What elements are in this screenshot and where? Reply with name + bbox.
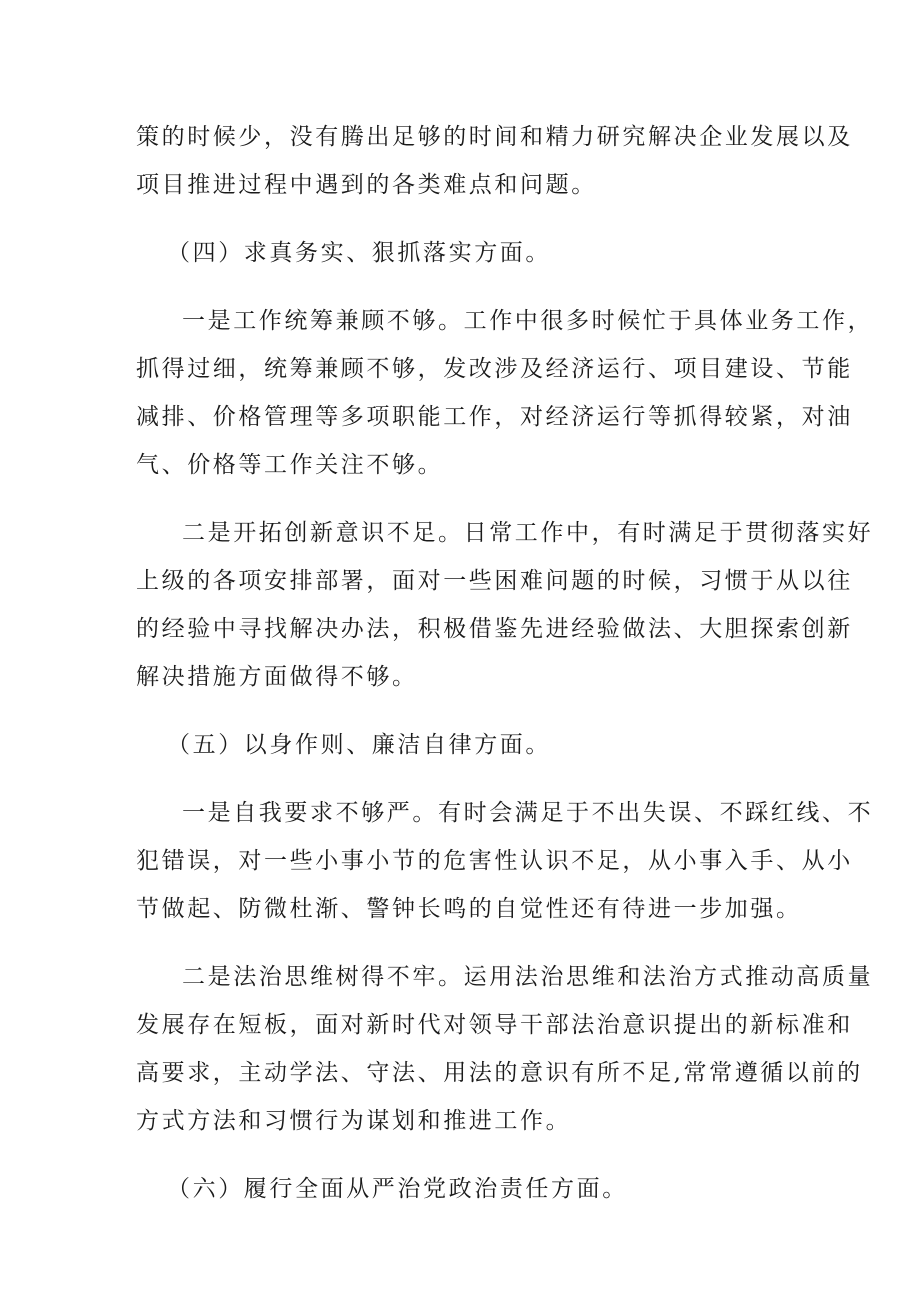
section-heading-5 [136, 721, 792, 769]
paragraph-rule-of-law [136, 953, 874, 1145]
paragraph-coordination [136, 297, 874, 489]
text-line: 一是工作统筹兼顾不够。工作中很多时候忙于具体业务工作， [182, 308, 874, 334]
text-line: 上级的各项安排部署，面对一些困难问题的时候，习惯于从以往 [136, 568, 853, 594]
heading-line: （五）以身作则、廉洁自律方面。 [167, 732, 551, 758]
text-line: 气、价格等工作关注不够。 [136, 452, 444, 478]
section-heading-4 [136, 229, 792, 277]
text-line: 一是自我要求不够严。有时会满足于不出失误、不踩红线、不 [182, 800, 874, 826]
text-line: 抓得过细，统筹兼顾不够，发改涉及经济运行、项目建设、节能 [136, 356, 853, 382]
paragraph-self-discipline [136, 789, 874, 933]
text-line: 项目推进过程中遇到的各类难点和问题。 [136, 172, 597, 198]
text-line: 高要求，主动学法、守法、用法的意识有所不足,常常遵循以前的 [136, 1060, 863, 1086]
section-heading-6 [136, 1165, 792, 1213]
text-line: 的经验中寻找解决办法，积极借鉴先进经验做法、大胆探索创新 [136, 616, 853, 642]
text-line: 发展存在短板，面对新时代对领导干部法治意识提出的新标准和 [136, 1012, 853, 1038]
text-line: 二是法治思维树得不牢。运用法治思维和法治方式推动高质量 [182, 964, 874, 990]
text-line: 方式方法和习惯行为谋划和推进工作。 [136, 1108, 572, 1134]
text-line: 犯错误，对一些小事小节的危害性认识不足，从小事入手、从小 [136, 848, 853, 874]
heading-line: （四）求真务实、狠抓落实方面。 [167, 240, 551, 266]
text-line: 二是开拓创新意识不足。日常工作中，有时满足于贯彻落实好 [182, 520, 874, 546]
paragraph-continuation [136, 113, 853, 209]
text-line: 解决措施方面做得不够。 [136, 664, 418, 690]
paragraph-innovation [136, 509, 874, 701]
text-line: 节做起、防微杜渐、警钟长鸣的自觉性还有待进一步加强。 [136, 896, 802, 922]
heading-line: （六）履行全面从严治党政治责任方面。 [167, 1176, 628, 1202]
text-line: 减排、价格管理等多项职能工作，对经济运行等抓得较紧，对油 [136, 404, 853, 430]
text-line: 策的时候少，没有腾出足够的时间和精力研究解决企业发展以及 [136, 124, 853, 150]
document-body [136, 113, 874, 1213]
